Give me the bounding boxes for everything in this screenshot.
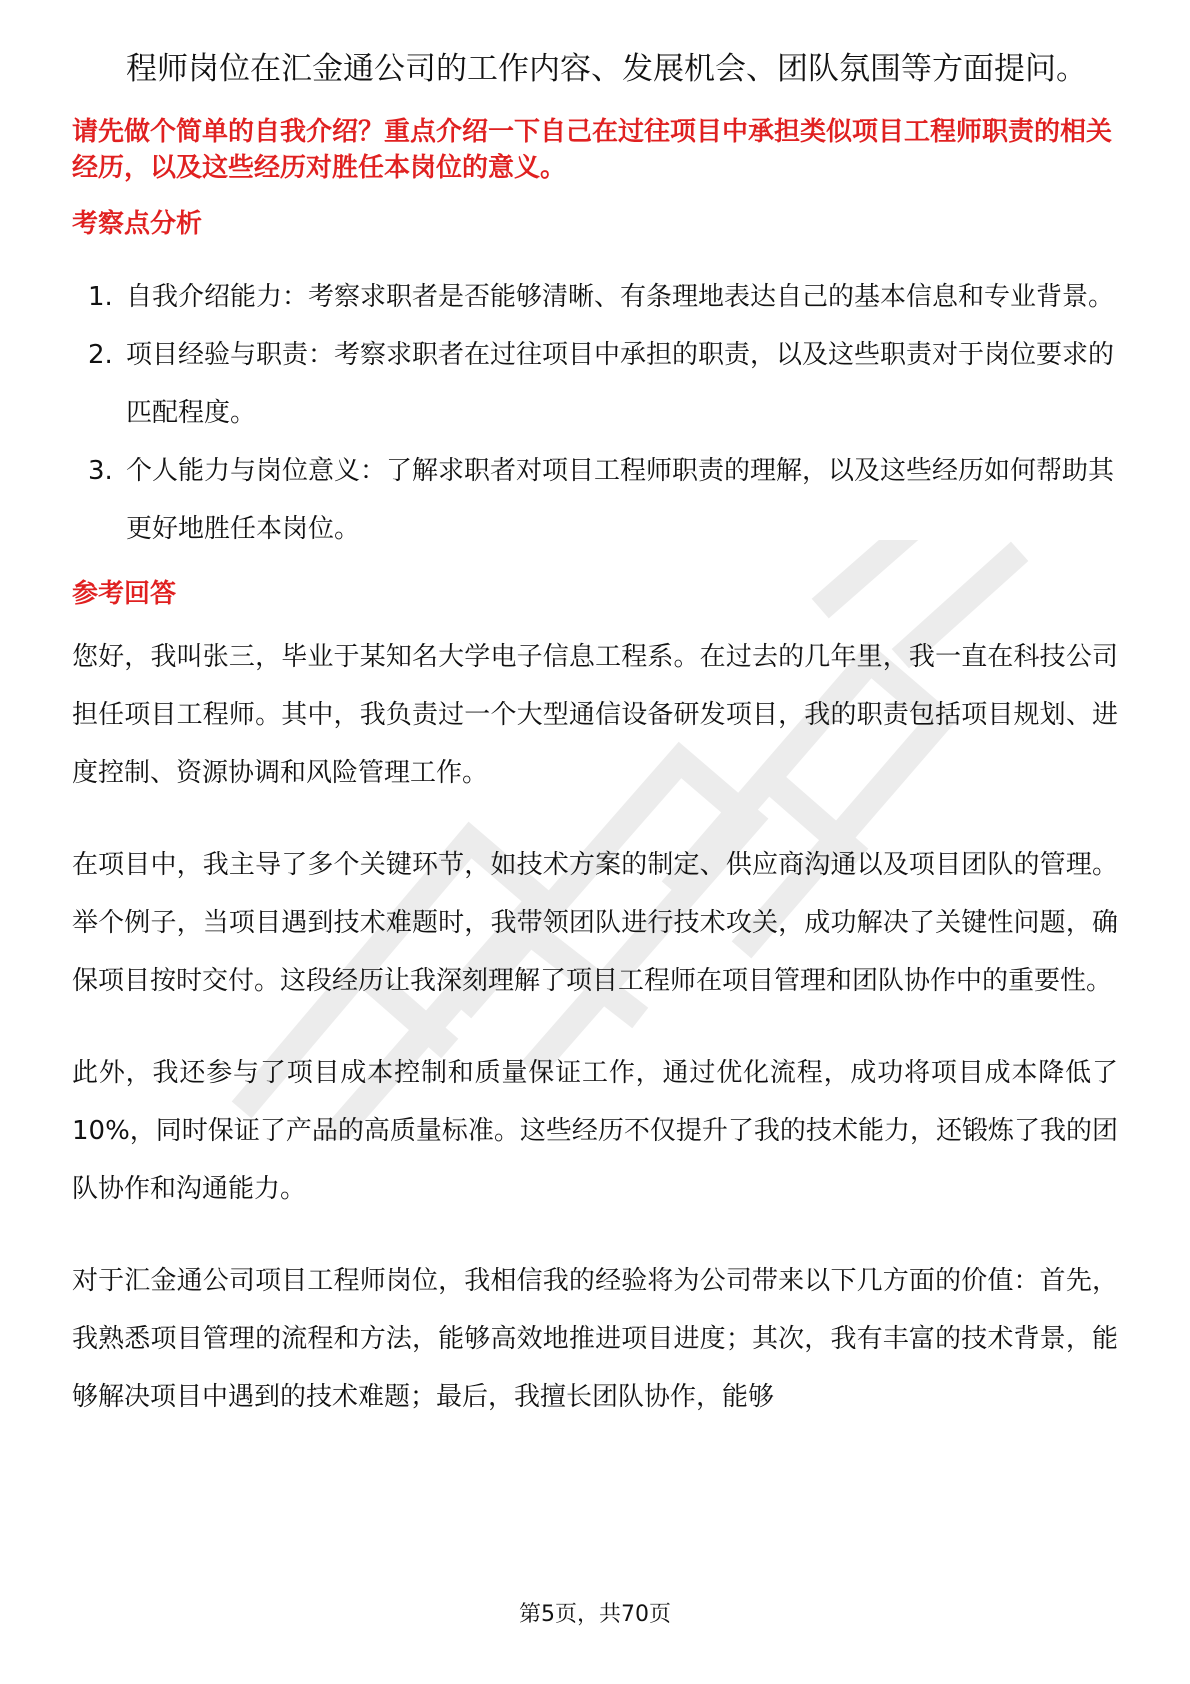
point-number: 3. (88, 456, 113, 486)
answer-heading: 参考回答 (72, 579, 177, 609)
intro-text: 程师岗位在汇金通公司的工作内容、发展机会、团队氛围等方面提问。 (126, 51, 1087, 87)
answer-paragraph: 在项目中，我主导了多个关键环节，如技术方案的制定、供应商沟通以及项目团队的管理。举个例子，当项目遇到技术难题时，我带领团队进行技术攻关，成功解决了关键性问题，确保项目按时交付。这段经历让我深刻理解了项目工程师在项目管理和团队协作中的重要性。 (72, 850, 1118, 996)
main-content (72, 44, 1118, 1426)
answer-paragraph: 此外，我还参与了项目成本控制和质量保证工作，通过优化流程，成功将项目成本降低了10%，同时保证了产品的高质量标准。这些经历不仅提升了我的技术能力，还锻炼了我的团队协作和沟通能力。 (72, 1058, 1118, 1204)
analysis-point (72, 326, 1118, 442)
analysis-list (72, 268, 1118, 558)
point-number: 2. (88, 340, 113, 370)
analysis-point (72, 268, 1118, 326)
point-text: 项目经验与职责：考察求职者在过往项目中承担的职责，以及这些职责对于岗位要求的匹配程度。 (126, 340, 1115, 428)
point-number: 1. (88, 282, 113, 312)
page-footer: 第5页，共70页 (519, 1602, 671, 1627)
answer-paragraph: 对于汇金通公司项目工程师岗位，我相信我的经验将为公司带来以下几方面的价值：首先，我熟悉项目管理的流程和方法，能够高效地推进项目进度；其次，我有丰富的技术背景，能够解决项目中遇到的技术难题；最后，我擅长团队协作，能够 (72, 1266, 1118, 1412)
point-text: 自我介绍能力：考察求职者是否能够清晰、有条理地表达自己的基本信息和专业背景。 (126, 282, 1115, 312)
question-text: 请先做个简单的自我介绍？重点介绍一下自己在过往项目中承担类似项目工程师职责的相关经历，以及这些经历对胜任本岗位的意义。 (72, 117, 1113, 183)
analysis-heading: 考察点分析 (72, 209, 203, 239)
analysis-point (72, 442, 1118, 558)
point-text: 个人能力与岗位意义：了解求职者对项目工程师职责的理解，以及这些经历如何帮助其更好地胜任本岗位。 (126, 456, 1115, 544)
answer-paragraph: 您好，我叫张三，毕业于某知名大学电子信息工程系。在过去的几年里，我一直在科技公司担任项目工程师。其中，我负责过一个大型通信设备研发项目，我的职责包括项目规划、进度控制、资源协调和风险管理工作。 (72, 642, 1118, 788)
